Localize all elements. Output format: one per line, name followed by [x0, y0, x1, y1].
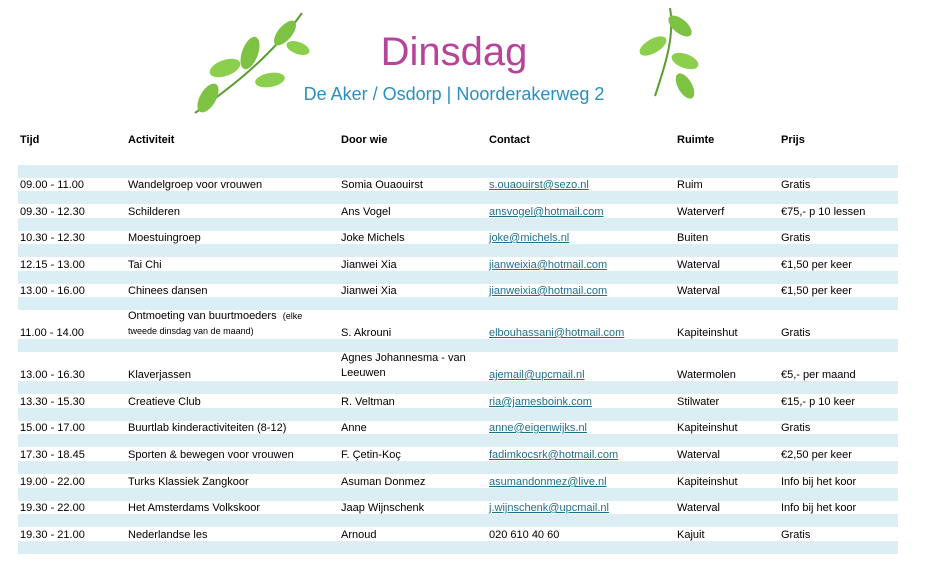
cell-contact-link[interactable]: jianweixia@hotmail.com: [489, 259, 608, 271]
cell-ruimte: Kapiteinshut: [677, 422, 738, 434]
cell-door-wie: Somia Ouaouirst: [341, 179, 423, 191]
table-row: [18, 352, 898, 394]
cell-prijs: €1,50 per keer: [781, 259, 852, 271]
table-row: [18, 178, 898, 204]
table-row: [18, 204, 898, 231]
table-row: [18, 310, 898, 352]
table-row: [18, 284, 898, 310]
cell-activiteit: Moestuingroep: [128, 232, 201, 244]
cell-ruimte: Kajuit: [677, 529, 705, 541]
cell-door-wie: Agnes Johannesma - van Leeuwen: [341, 352, 466, 379]
cell-contact-link[interactable]: anne@eigenwijks.nl: [489, 422, 588, 434]
table-header: [18, 134, 898, 161]
cell-activiteit: Tai Chi: [128, 259, 162, 271]
table-row: [18, 527, 898, 554]
header-contact: Contact: [489, 134, 530, 146]
cell-prijs: Gratis: [781, 327, 811, 339]
cell-activiteit: Wandelgroep voor vrouwen: [128, 179, 263, 191]
cell-contact-link[interactable]: jianweixia@hotmail.com: [489, 285, 608, 297]
cell-ruimte: Waterval: [677, 502, 720, 514]
header-activiteit: Activiteit: [128, 134, 175, 146]
cell-activiteit: Turks Klassiek Zangkoor: [128, 476, 249, 488]
cell-activiteit: Schilderen: [128, 206, 180, 218]
cell-ruimte: Kapiteinshut: [677, 476, 738, 488]
cell-door-wie: Jianwei Xia: [341, 285, 397, 297]
cell-ruimte: Waterval: [677, 449, 720, 461]
cell-contact-link[interactable]: j.wijnschenk@upcmail.nl: [489, 502, 609, 514]
schedule-table: [18, 134, 898, 554]
cell-contact-link[interactable]: ansvogel@hotmail.com: [489, 206, 604, 218]
cell-prijs: €15,- p 10 keer: [781, 396, 855, 408]
header-prijs: Prijs: [781, 134, 805, 146]
cell-ruimte: Stilwater: [677, 396, 720, 408]
cell-prijs: €1,50 per keer: [781, 285, 852, 297]
cell-activiteit: Nederlandse les: [128, 529, 208, 541]
cell-tijd: 19.30 - 21.00: [20, 529, 85, 541]
header-ruimte: Ruimte: [677, 134, 715, 146]
cell-prijs: Gratis: [781, 422, 811, 434]
cell-door-wie: Joke Michels: [341, 232, 405, 244]
cell-ruimte: Watermolen: [677, 369, 736, 381]
cell-door-wie: S. Akrouni: [341, 327, 392, 339]
cell-activiteit: Klaverjassen: [128, 369, 191, 381]
cell-door-wie: Asuman Donmez: [341, 476, 426, 488]
cell-prijs: €5,- per maand: [781, 369, 856, 381]
cell-door-wie: Jaap Wijnschenk: [341, 502, 425, 514]
table-row: [18, 394, 898, 421]
table-spacer: [18, 161, 898, 178]
cell-ruimte: Waterval: [677, 259, 720, 271]
header-door-wie: Door wie: [341, 134, 388, 146]
cell-ruimte: Kapiteinshut: [677, 327, 738, 339]
cell-tijd: 10.30 - 12.30: [20, 232, 85, 244]
cell-contact-link[interactable]: elbouhassani@hotmail.com: [489, 327, 625, 339]
cell-ruimte: Waterverf: [677, 206, 725, 218]
cell-tijd: 12.15 - 13.00: [20, 259, 85, 271]
page-subtitle: De Aker / Osdorp | Noorderakerweg 2: [303, 84, 605, 104]
cell-door-wie: Ans Vogel: [341, 206, 391, 218]
cell-tijd: 13.00 - 16.00: [20, 285, 85, 297]
table-row: [18, 257, 898, 284]
cell-activiteit: Buurtlab kinderactiviteiten (8-12): [128, 422, 287, 434]
cell-ruimte: Ruim: [677, 179, 703, 191]
cell-tijd: 15.00 - 17.00: [20, 422, 85, 434]
cell-activiteit: Het Amsterdams Volkskoor: [128, 502, 261, 514]
cell-prijs: Info bij het koor: [781, 476, 857, 488]
cell-activiteit: Creatieve Club: [128, 396, 201, 408]
cell-ruimte: Buiten: [677, 232, 709, 244]
table-row: [18, 421, 898, 447]
cell-contact-link[interactable]: asumandonmez@live.nl: [489, 476, 607, 488]
cell-prijs: €2,50 per keer: [781, 449, 852, 461]
cell-door-wie: R. Veltman: [341, 396, 395, 408]
table-row: [18, 474, 898, 501]
cell-activiteit: Sporten & bewegen voor vrouwen: [128, 449, 294, 461]
cell-contact-link[interactable]: fadimkocsrk@hotmail.com: [489, 449, 619, 461]
cell-tijd: 09.00 - 11.00: [20, 179, 85, 191]
cell-tijd: 19.30 - 22.00: [20, 502, 85, 514]
cell-door-wie: Jianwei Xia: [341, 259, 397, 271]
cell-contact-link[interactable]: ria@jamesboink.com: [489, 396, 592, 408]
header-tijd: Tijd: [20, 134, 40, 146]
cell-tijd: 11.00 - 14.00: [20, 327, 85, 339]
cell-contact-link[interactable]: s.ouaouirst@sezo.nl: [489, 179, 589, 191]
cell-prijs: Info bij het koor: [781, 502, 857, 514]
cell-ruimte: Waterval: [677, 285, 720, 297]
cell-contact-link[interactable]: ajemail@upcmail.nl: [489, 369, 585, 381]
cell-door-wie: Arnoud: [341, 529, 377, 541]
cell-door-wie: Anne: [341, 422, 367, 434]
table-row: [18, 231, 898, 257]
cell-door-wie: F. Çetin-Koç: [341, 449, 401, 461]
cell-prijs: Gratis: [781, 232, 811, 244]
cell-contact-link[interactable]: joke@michels.nl: [489, 232, 570, 244]
cell-activiteit: Chinees dansen: [128, 285, 208, 297]
cell-tijd: 13.30 - 15.30: [20, 396, 85, 408]
cell-tijd: 17.30 - 18.45: [20, 449, 85, 461]
page-title: Dinsdag: [380, 30, 528, 74]
table-row: [18, 501, 898, 527]
cell-activiteit: Ontmoeting van buurtmoeders (elke tweede dinsdag van de maand): [128, 310, 303, 336]
cell-prijs: Gratis: [781, 179, 811, 191]
cell-contact-phone: 020 610 40 60: [489, 529, 560, 541]
cell-prijs: €75,- p 10 lessen: [781, 206, 866, 218]
cell-prijs: Gratis: [781, 529, 811, 541]
cell-tijd: 09.30 - 12.30: [20, 206, 85, 218]
cell-tijd: 19.00 - 22.00: [20, 476, 85, 488]
table-row: [18, 447, 898, 474]
cell-tijd: 13.00 - 16.30: [20, 369, 85, 381]
